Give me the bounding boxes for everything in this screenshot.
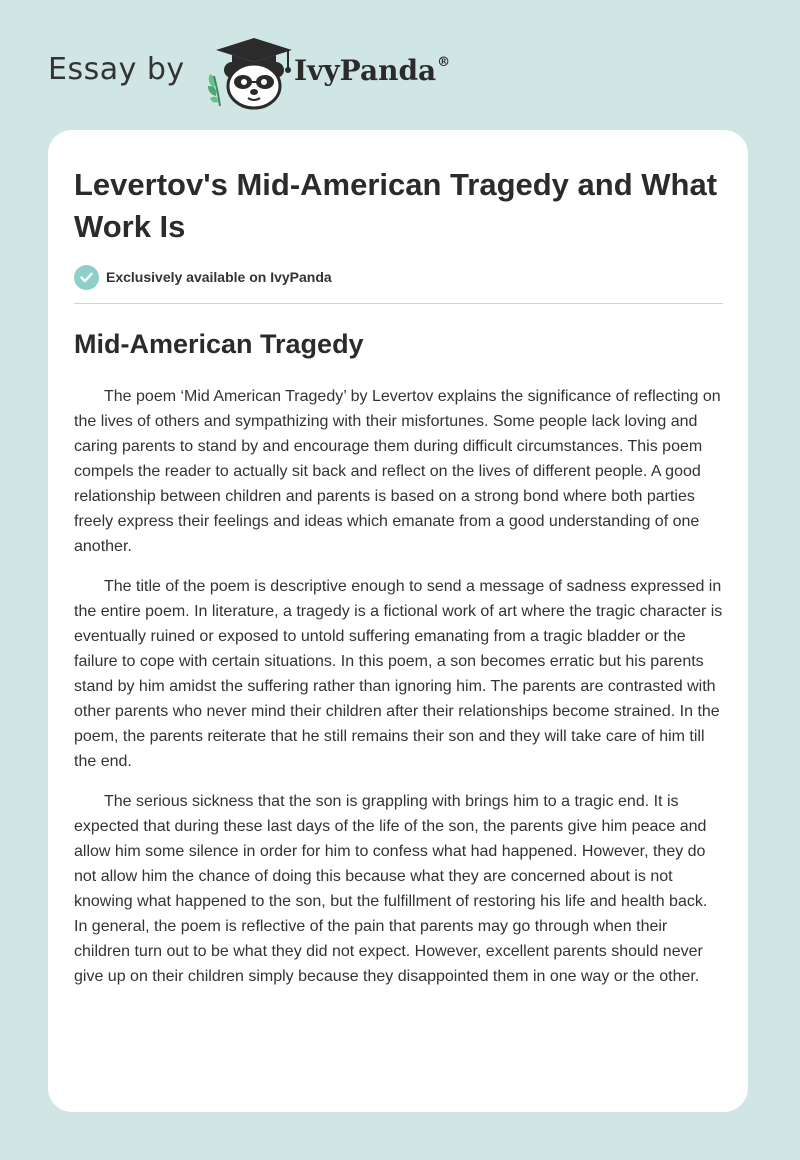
brand-name[interactable] [294, 54, 450, 87]
check-icon [74, 265, 99, 290]
exclusive-badge [74, 264, 332, 290]
site-header [48, 34, 528, 110]
essay-card [48, 130, 748, 1112]
paragraph: The title of the poem is descriptive enough to send a message of sadness expressed in the entire poem. In literature, a tragedy is a fictional work of art where the tragic character is eventually ruined or exposed to untold suffering emanating from a tragic bladder or the failure to cope with certain situations. In this poem, a son becomes erratic but his parents stand by him amidst the suffering rather than ignoring him. The parents are contrasted with other parents who never mind their children after their relationships become strained. In the poem, the parents reiterate that he still remains their son and they will take care of him till the end. [74, 578, 723, 770]
paragraph: The poem ‘Mid American Tragedy’ by Levertov explains the significance of reflecting on the lives of others and sympathizing with their misfortunes. Some people lack loving and caring parents to stand by and encourage them during difficult circumstances. This poem compels the reader to actually sit back and reflect on the lives of different people. A good relationship between children and parents is based on a strong bond where both parties freely express their feelings and ideas which emanate from a good understanding of one another. [74, 388, 721, 555]
brand-text: IvyPanda [294, 54, 437, 87]
ivy-leaf-icon [208, 74, 220, 106]
registered-mark: ® [437, 54, 451, 70]
divider [74, 303, 723, 304]
section-heading: Mid-American Tragedy [74, 329, 364, 359]
essay-by-label: Essay by [48, 52, 185, 87]
essay-body [74, 384, 724, 1004]
exclusive-text: Exclusively available on IvyPanda [106, 269, 332, 285]
panda-graduate-logo-icon[interactable] [204, 36, 298, 110]
essay-title: Levertov's Mid-American Tragedy and What Work Is [74, 167, 718, 244]
paragraph: The serious sickness that the son is grappling with brings him to a tragic end. It is expected that during these last days of the life of the son, the parents give him peace and allow him some silence in order for him to confess what had happened. However, they do not allow him the chance of doing this because what they are concerned about is not knowing what happened to the son, but the fulfillment of restoring his life and health back. In general, the poem is reflective of the pain that parents may go through when their children turn out to be what they did not expect. However, excellent parents should never give up on their children simply because they disappointed them in one way or the other. [74, 793, 708, 985]
panda-head-icon [224, 62, 284, 108]
